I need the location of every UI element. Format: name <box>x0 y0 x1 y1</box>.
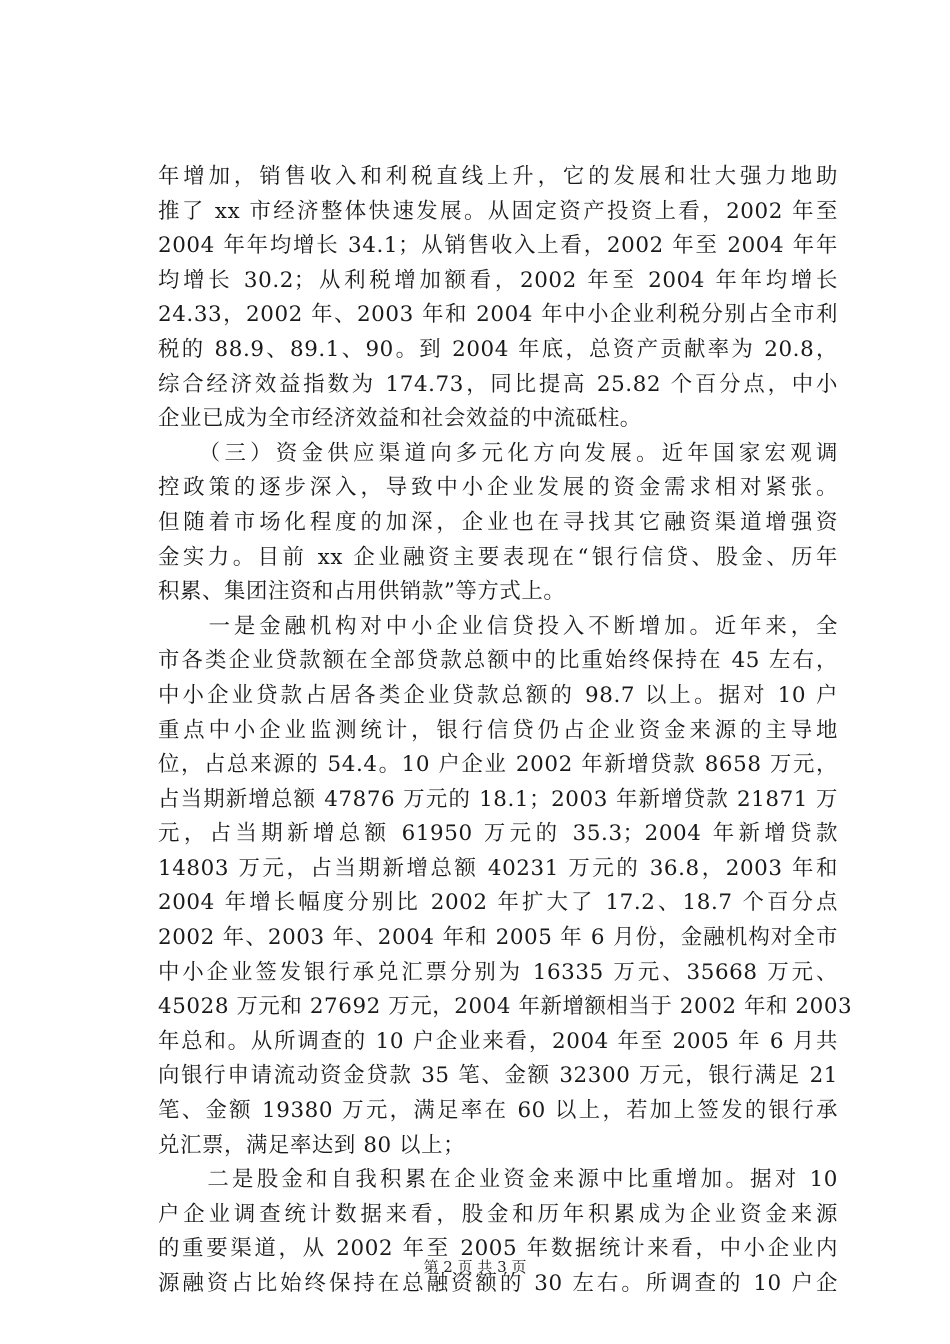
text-line: 市各类企业贷款额在全部贷款总额中的比重始终保持在 45 左右， <box>158 648 838 674</box>
text-line: 兑汇票，满足率达到 80 以上； <box>158 1132 466 1158</box>
text-line: 元，占当期新增总额 61950 万元的 35.3；2004 年新增贷款 <box>158 821 838 847</box>
text-line: 14803 万元，占当期新增总额 40231 万元的 36.8，2003 年和 <box>158 855 838 881</box>
text-line: 年增加，销售收入和利税直线上升，它的发展和壮大强力地助 <box>158 164 838 189</box>
text-line: 占当期新增总额 47876 万元的 18.1；2003 年新增贷款 21871 万 <box>158 786 838 812</box>
text-line: 2004 年增长幅度分别比 2002 年扩大了 17.2、18.7 个百分点 <box>158 890 838 916</box>
text-line: 金实力。目前 xx 企业融资主要表现在“银行信贷、股金、历年 <box>158 544 838 570</box>
text-line: 2004 年年均增长 34.1；从销售收入上看，2002 年至 2004 年年 <box>158 233 838 259</box>
text-line: 控政策的逐步深入，导致中小企业发展的资金需求相对紧张。 <box>158 475 838 501</box>
text-line: 均增长 30.2；从利税增加额看，2002 年至 2004 年年均增长 <box>158 267 838 293</box>
text-line: 重点中小企业监测统计，银行信贷仍占企业资金来源的主导地 <box>158 717 838 743</box>
text-line: 企业已成为全市经济效益和社会效益的中流砥柱。 <box>158 406 642 432</box>
text-line: 24.33，2002 年、2003 年和 2004 年中小企业利税分别占全市利 <box>158 302 838 328</box>
text-line: 年总和。从所调查的 10 户企业来看，2004 年至 2005 年 6 月共 <box>158 1028 838 1054</box>
text-line: 积累、集团注资和占用供销款”等方式上。 <box>158 579 566 605</box>
text-line: 推了 xx 市经济整体快速发展。从固定资产投资上看，2002 年至 <box>158 198 838 224</box>
text-line: 源融资占比始终保持在总融资额的 30 左右。所调查的 10 户企 <box>158 1271 838 1296</box>
text-line: 位，占总来源的 54.4。10 户企业 2002 年新增贷款 8658 万元， <box>158 752 838 778</box>
text-line: 笔、金额 19380 万元，满足率在 60 以上，若加上签发的银行承 <box>158 1098 838 1124</box>
text-line: 税的 88.9、89.1、90。到 2004 年底，总资产贡献率为 20.8， <box>158 336 838 362</box>
page-footer: 第 2 页 共 3 页 <box>423 1258 527 1276</box>
body-text <box>158 160 853 1302</box>
text-line: 但随着市场化程度的加深，企业也在寻找其它融资渠道增强资 <box>158 509 838 535</box>
text-line: 45028 万元和 27692 万元，2004 年新增额相当于 2002 年和 2003 <box>158 994 853 1020</box>
text-line: 二是股金和自我积累在企业资金来源中比重增加。据对 10 <box>158 1167 838 1193</box>
text-line: 2002 年、2003 年、2004 年和 2005 年 6 月份，金融机构对全市 <box>158 925 838 951</box>
text-line: 的重要渠道，从 2002 年至 2005 年数据统计来看，中小企业内 <box>158 1236 838 1262</box>
text-line: 向银行申请流动资金贷款 35 笔、金额 32300 万元，银行满足 21 <box>158 1063 838 1089</box>
text-line: 一是金融机构对中小企业信贷投入不断增加。近年来，全 <box>158 613 838 639</box>
text-line: 户企业调查统计数据来看，股金和历年积累成为企业资金来源 <box>158 1201 838 1227</box>
text-line: （三）资金供应渠道向多元化方向发展。近年国家宏观调 <box>158 440 838 466</box>
text-line: 中小企业贷款占居各类企业贷款总额的 98.7 以上。据对 10 户 <box>158 682 838 708</box>
text-line: 中小企业签发银行承兑汇票分别为 16335 万元、35668 万元、 <box>158 959 838 985</box>
text-line: 综合经济效益指数为 174.73，同比提高 25.82 个百分点，中小 <box>158 371 838 397</box>
